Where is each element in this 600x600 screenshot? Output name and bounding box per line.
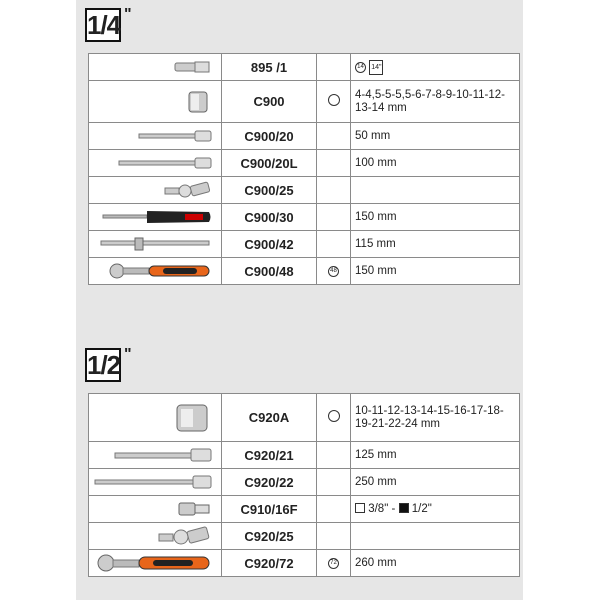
extension-bar-long-icon (117, 156, 213, 170)
drive-size-b: 1/2" (411, 502, 432, 515)
square-drive-filled-icon (399, 503, 409, 513)
drive-separator: - (391, 502, 396, 515)
product-code: C900/42 (222, 231, 317, 258)
product-code: C910/16F (222, 496, 317, 523)
description-cell: 150 mm (351, 258, 520, 285)
extension-bar-long-icon (93, 474, 213, 490)
section-2-header (85, 346, 132, 382)
product-code: C920/21 (222, 442, 317, 469)
description-cell: 4-4,5-5-5,5-6-7-8-9-10-11-12-13-14 mm (351, 81, 520, 123)
screwdriver-handle-icon (101, 209, 213, 225)
product-code: 895 /1 (222, 54, 317, 81)
drive-size-a: 3/8" (368, 502, 389, 515)
description-cell (351, 177, 520, 204)
tool-image-cell (89, 523, 222, 550)
table-row (89, 54, 520, 81)
symbol-cell (317, 177, 351, 204)
description-cell: 115 mm (351, 231, 520, 258)
table-row (89, 258, 520, 285)
section-2-table (88, 393, 520, 577)
extension-bar-icon (113, 447, 213, 463)
description-cell: 10-11-12-13-14-15-16-17-18-19-21-22-24 mm (351, 394, 520, 442)
tool-image-cell (89, 394, 222, 442)
symbol-cell (317, 442, 351, 469)
description-cell (351, 523, 520, 550)
description-cell: 100 mm (351, 150, 520, 177)
table-row (89, 442, 520, 469)
size-badge: 14 (355, 62, 366, 73)
tool-image-cell (89, 81, 222, 123)
symbol-cell (317, 469, 351, 496)
universal-joint-icon (163, 180, 213, 200)
product-code: C900 (222, 81, 317, 123)
product-code: C900/20 (222, 123, 317, 150)
inch-mark: " (124, 6, 132, 23)
description-cell (351, 496, 520, 523)
tool-image-cell (89, 204, 222, 231)
product-code: C920A (222, 394, 317, 442)
symbol-cell (317, 394, 351, 442)
table-row (89, 81, 520, 123)
hex-socket-icon (328, 94, 340, 106)
tool-image-cell (89, 442, 222, 469)
product-code: C900/20L (222, 150, 317, 177)
universal-joint-icon (157, 525, 213, 547)
table-row (89, 150, 520, 177)
tool-image-cell (89, 54, 222, 81)
description-cell: 125 mm (351, 442, 520, 469)
ratchet-icon (105, 262, 213, 280)
table-row (89, 550, 520, 577)
symbol-cell (317, 204, 351, 231)
inch-mark: " (124, 346, 132, 363)
section-2-size: 1/2 (87, 350, 121, 380)
product-code: C920/72 (222, 550, 317, 577)
square-drive-open-icon (355, 503, 365, 513)
symbol-cell (317, 81, 351, 123)
socket-icon (171, 401, 213, 435)
description-cell: 260 mm (351, 550, 520, 577)
table-row (89, 204, 520, 231)
tool-image-cell (89, 496, 222, 523)
table-row (89, 394, 520, 442)
product-code: C920/22 (222, 469, 317, 496)
tool-image-cell (89, 177, 222, 204)
table-row (89, 231, 520, 258)
product-code: C920/25 (222, 523, 317, 550)
table-row (89, 469, 520, 496)
ratchet-icon (93, 553, 213, 573)
table-row (89, 177, 520, 204)
tool-image-cell (89, 469, 222, 496)
symbol-cell (317, 54, 351, 81)
description-cell (351, 54, 520, 81)
tool-image-cell (89, 258, 222, 285)
symbol-cell (317, 523, 351, 550)
table-row (89, 496, 520, 523)
description-cell: 250 mm (351, 469, 520, 496)
bit-holder-icon (173, 60, 213, 74)
tool-image-cell (89, 231, 222, 258)
symbol-cell (317, 123, 351, 150)
adapter-icon (177, 499, 213, 519)
extension-bar-icon (137, 129, 213, 143)
hex-socket-icon (328, 410, 340, 422)
symbol-cell (317, 231, 351, 258)
teeth-badge: 72 (328, 558, 339, 569)
section-1-table (88, 53, 520, 285)
drive-badge: 14" (369, 60, 383, 75)
symbol-cell (317, 496, 351, 523)
socket-icon (183, 88, 213, 116)
section-1-header (85, 6, 132, 42)
tool-image-cell (89, 150, 222, 177)
description-cell: 50 mm (351, 123, 520, 150)
product-code: C900/30 (222, 204, 317, 231)
tool-image-cell (89, 123, 222, 150)
sliding-t-bar-icon (99, 235, 213, 253)
product-code: C900/25 (222, 177, 317, 204)
tool-image-cell (89, 550, 222, 577)
description-cell: 150 mm (351, 204, 520, 231)
teeth-badge: 48 (328, 266, 339, 277)
table-row (89, 523, 520, 550)
table-row (89, 123, 520, 150)
symbol-cell (317, 550, 351, 577)
symbol-cell (317, 258, 351, 285)
symbol-cell (317, 150, 351, 177)
section-1-size: 1/4 (87, 10, 121, 40)
product-code: C900/48 (222, 258, 317, 285)
